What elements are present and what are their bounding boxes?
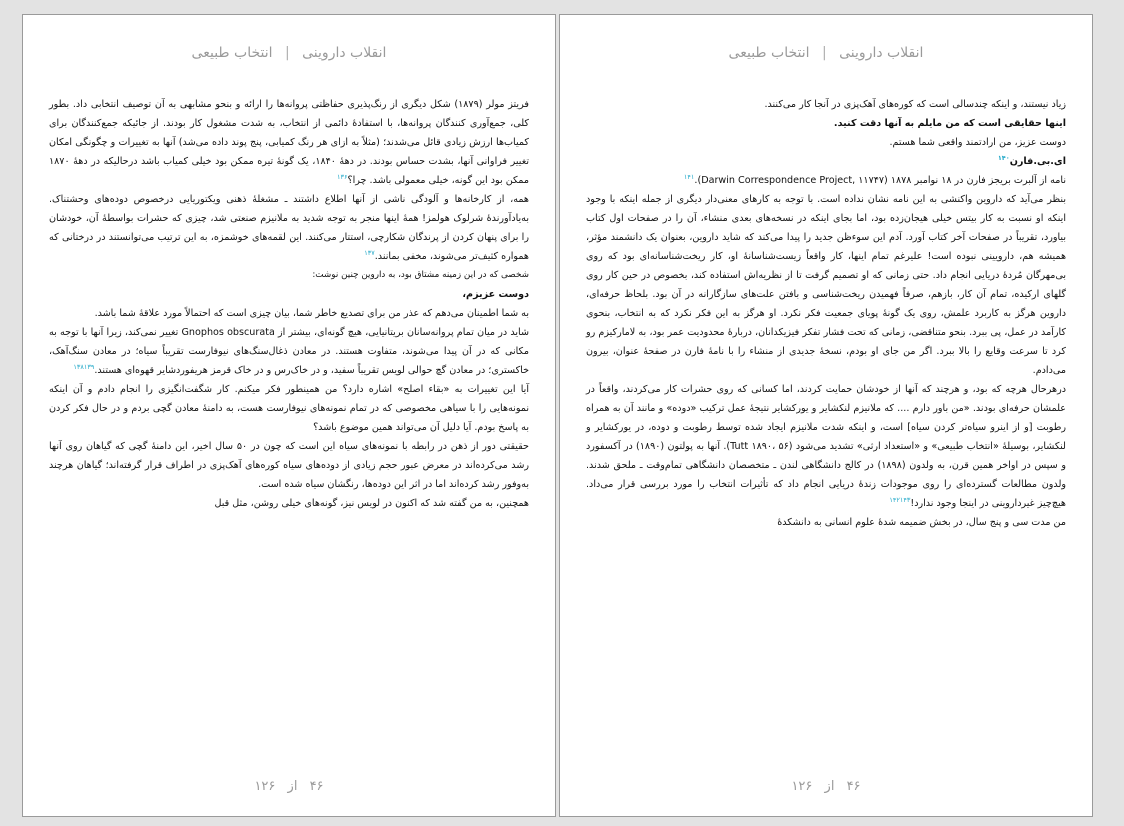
header-title-a: انقلاب داروینی [839,45,924,61]
paragraph: حقیقتی دور از ذهن در رابطه با نمونه‌های سیاه این است که چون در ۵۰ سال اخیر، این دامنهٔ گچی که گیاهان روی آنها رشد می‌کرده‌اند در معرض عبور حجم زیادی از دوده‌های سیاه کوره‌های آهک‌پزی در اطراف قرار گرفته‌اند؛ گیاهان هرچند به‌وفور رشد کرده‌اند اما در اثر این دوده‌ها، رنگشان سیاه شده است. [49,441,529,490]
paragraph: من مدت سی و پنج سال، در بخش ضمیمه شدهٔ علوم انسانی به دانشکدهٔ [777,517,1066,528]
document-page-left [22,14,556,817]
paragraph-text: همه، از کارخانه‌ها و آلودگی ناشی از آنها اطلاع داشتند ـ مشغلهٔ ذهنی ویکتوریایی درخصوص دوده‌های وحشتناک. به‌یادآورندهٔ شرلوک هولمز! همهٔ اینها منجر به توجه شدید به ملانیزم صنعتی شد، چیزی که حشرات بواسطهٔ آن، خودشان را برای پنهان کردن از پرندگان شکارچی، استتار می‌کنند. این لقمه‌های خوشمزه، به این ترتیب می‌توانستند در درختانی که همواره کثیف‌تر می‌شوند، مخفی بمانند. [49,194,529,262]
footnote-marker[interactable]: ۱۳۸ [73,362,84,371]
page-of: از [287,779,298,794]
header-separator: | [821,45,827,61]
page-number [23,779,555,794]
page-number [560,779,1092,794]
paragraph [49,190,529,266]
header-title-b: انتخاب طبیعی [191,45,273,61]
salutation: دوست عزیزم، [462,289,529,300]
page-total: ۱۲۶ [791,779,813,794]
paragraph: به شما اطمینان می‌دهم که عذر من برای تصدیع خاطر شما، بیان چیزی است که احتمالاً مورد علاقهٔ شما باشد. [94,308,529,319]
paragraph [49,323,529,380]
footnote-marker[interactable]: ۱۴۲ [889,495,900,504]
footnote-marker[interactable]: ۱۴۱ [683,172,695,181]
paragraph: زیاد نیستند، و اینکه چندسالی است که کوره‌های آهک‌پزی در آنجا کار می‌کنند. [764,99,1066,110]
page-body [49,95,529,513]
paragraph: اینها حقایقی است که من مایلم به آنها دقت کنید. [833,118,1066,129]
document-page-right [559,14,1093,817]
paragraph [586,380,1066,513]
signature-line [586,152,1066,171]
footnote-marker[interactable]: ۱۳۹ [83,362,95,371]
paragraph [586,171,1066,190]
page-current: ۴۶ [846,779,861,794]
footnote-marker[interactable]: ۱۳۷ [364,248,375,257]
page-current: ۴۶ [309,779,324,794]
footnote-marker[interactable]: ۱۳۶ [337,172,348,181]
paragraph: آیا این تغییرات به «بقاء اصلح» اشاره دارد؟ من همینطور فکر میکنم. کار شگفت‌انگیزی را انجام دادم و آن اینکه نمونه‌هایی را با سیاهی مخصوصی که در تمام نمونه‌های نیوفارست هست، به دامنهٔ معادن گچی بردم و در حال فکر کردن به پاسخ بودم. آیا دلیل آن می‌تواند همین موضوع باشد؟ [49,384,529,433]
header-separator: | [284,45,290,61]
page-of: از [824,779,835,794]
paragraph: بنظر می‌آید که داروین واکنشی به این نامه نشان نداده است. با توجه به کارهای معنی‌دار دیگری از جمله اینکه با وجود اینکه او نسبت به کار بیتس خیلی هیجان‌زده بود، اما بجای اینکه در نسخه‌های بعدی منشاء، آن را در صفحات اول کتاب بیاورد، تقریباً در صفحات آخر کتاب آورد. آدم این سوءظن جدید را پیدا می‌کند که شاید داروین، بعنوان یک دانشمند مؤثر، همیشه هم، دارویینی نبوده است! علیرغم تمام اینها، کار واقعاً زیست‌شناسانهٔ او، کار ریخت‌شناسانه‌ای بود که روی بی‌مهرگان مُردهٔ دریایی انجام داد. حتی زمانی که او تصمیم گرفت تا از نظریه‌اش استفاده کند، بخصوص در حین کار روی گلهای ارکیده، تمام آن کار، بازهم، صرفاً فهمیدن ریخت‌شناسی و بافتن علت‌های سازگارانه در آن بود. بلحاظ حرفه‌ای، داروین هرگز به کاربرد علمش، روی یک گونهٔ پویای جمعیت فکر نکرد. او هرگز به این فکر نکرد که به انتخاب، بنحوی کارآمد در عمل، پی ببرد. بنحو متناقضی، زمانی که تحت فشار تفکر فیزیکدانان، دربارهٔ محدودیت عمر بود، به لامارکیزم رو کرد تا سرعت وقایع را بالا ببرد. اگر من جای او بودم، نسخهٔ جدیدی از منشاء را با نامهٔ فارن در صفحهٔ عنوان، بیرون می‌دادم. [586,194,1066,376]
page-header [560,45,1092,61]
paragraph-text: فریتز مولر (۱۸۷۹) شکل دیگری از رنگ‌پذیری حفاظتی پروانه‌ها را ارائه و بنحو مشابهی به آن توصیف انتخابی داد. بطور کلی، جمع‌آوری کنندگان پروانه‌ها، با استفادهٔ دائمی از انتخاب، به شدت مشغول کار بودند. از جائیکه جمع‌کنندگان برای کمیاب‌ها ارزش زیادی قائل می‌شدند؛ (مثلاً به ازای هر رنگ کمیابی، پنج پوند داده می‌شد) آنها به تغییرات و چگونگی امکان تغییر فراوانی آنها، بشدت حساس بودند. در دههٔ ۱۸۴۰، یک گونهٔ تیره ممکن بود خیلی کمیاب باشد درحالیکه در دههٔ ۱۸۷۰ ممکن بود این گونه، خیلی معمولی باشد. چرا؟ [49,99,529,186]
header-title-a: انقلاب داروینی [302,45,387,61]
footnote-marker[interactable]: ۱۴۰ [997,153,1010,162]
paragraph: همچنین، به من گفته شد که اکنون در لویس نیز، گونه‌های خیلی روشن، مثل قبل [214,498,529,509]
page-total: ۱۲۶ [254,779,276,794]
paragraph-text: درهرحال هرچه که بود، و هرچند که آنها از خودشان حمایت کردند، اما کسانی که روی حشرات کار می‌کردند، واقعاً در علمشان حرفه‌ای بودند. «من باور دارم .... که ملانیزم لنکشایر و یورکشایر نتیجهٔ عمل ترکیب «دوده» و مانند آن به همراه رطوبت [و از اینرو سیاه‌تر کردن سیاه] است، و اینکه شدت ملانیزم ایجاد شده توسط رطوبت و دوده، در یورکشایر و لنکشایر، بوسیلهٔ «انتخاب طبیعی» و «استعداد ارثی» تشدید می‌شود (Tutt ۱۸۹۰، ۵۶). آنها به پولتون (۱۸۹۰) در آکسفورد و سپس در اواخر همین قرن، به ولدون (۱۸۹۸) در کالج دانشگاهی لندن ـ متخصصان دانشگاهی تمام‌وقت ـ ملحق شدند. ولدون مطالعات گسترده‌ای را روی موجودات زندهٔ دریایی انجام داد که تأثیرات انتخاب را مورد بررسی قرار می‌داد. هیچ‌چیز غیرداروینی در اینجا وجود ندارد! [586,384,1066,509]
paragraph: دوست عزیز، من ارادتمند واقعی شما هستم. [889,137,1066,148]
page-header [23,45,555,61]
footnote-marker[interactable]: ۱۴۳ [899,495,911,504]
paragraph-text: شاید در میان تمام پروانه‌سانان بریتانیایی، هیچ گونه‌ای، بیشتر از Gnophos obscurata تغییر نمی‌کند، زیرا آنها با توجه به مکانی که در آن پیدا می‌شوند، متفاوت هستند. در معادن ذغال‌سنگ‌های نیوفارست تقریباً سیاه؛ در معادن سنگ‌آهک، خاکستری؛ در معادن گچ حوالی لویس تقریباً سفید، و در خاک‌رس و در خاک قرمز هریفوردشایر قهوه‌ای هستند. [49,327,529,376]
header-title-b: انتخاب طبیعی [728,45,810,61]
citation: نامه از آلبرت بریجز فارن در ۱۸ نوامبر ۱۸۷۸ (Darwin Correspondence Project, ۱۱۷۴۷). [694,175,1066,186]
paragraph: شخصی که در این زمینه مشتاق بود، به داروین چنین نوشت: [312,270,529,280]
paragraph [49,95,529,190]
signature: ای.بی.فارن [1009,156,1066,167]
page-body [586,95,1066,532]
